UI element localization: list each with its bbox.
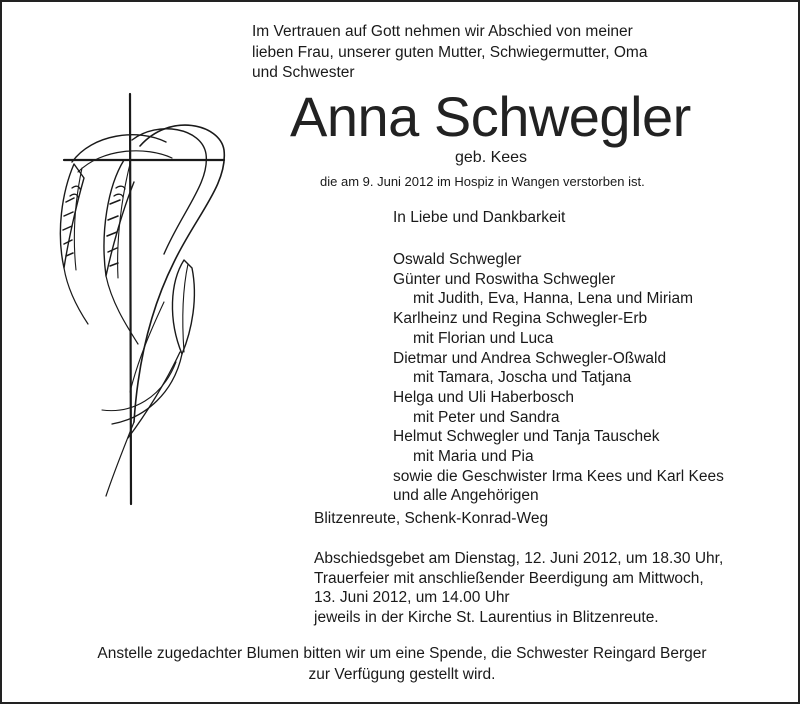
intro-text xyxy=(252,22,647,84)
deceased-name: Anna Schwegler xyxy=(290,85,691,148)
donation-note xyxy=(2,644,800,685)
family-children: mit Tamara, Joscha und Tatjana xyxy=(413,369,632,387)
family-member: Günter und Roswitha Schwegler xyxy=(393,270,616,288)
family-member: Oswald Schwegler xyxy=(393,251,522,268)
family-list xyxy=(393,250,724,506)
intro-line: lieben Frau, unserer guten Mutter, Schwiegermutter, Oma xyxy=(252,43,648,61)
donation-line: Anstelle zugedachter Blumen bitten wir um eine Spende, die Schwester Reingard Berger xyxy=(97,645,707,662)
service-line: jeweils in der Kirche St. Laurentius in Blitzenreute. xyxy=(314,609,659,627)
donation-line: zur Verfügung gestellt wird. xyxy=(308,665,496,683)
birth-name: geb. Kees xyxy=(455,149,528,166)
intro-line: und Schwester xyxy=(252,64,355,81)
service-line: 13. Juni 2012, um 14.00 Uhr xyxy=(314,589,510,607)
service-info xyxy=(314,549,723,628)
dedication: In Liebe und Dankbarkeit xyxy=(393,209,566,226)
family-children: mit Peter und Sandra xyxy=(413,408,560,426)
family-children: mit Maria und Pia xyxy=(413,448,534,466)
family-children: mit Florian und Luca xyxy=(413,329,554,347)
family-member: Helmut Schwegler und Tanja Tauschek xyxy=(393,428,660,446)
cross-wheat-icon xyxy=(42,92,252,512)
death-line: die am 9. Juni 2012 im Hospiz in Wangen verstorben ist. xyxy=(320,174,645,189)
intro-line: Im Vertrauen auf Gott nehmen wir Abschied von meiner xyxy=(252,23,633,40)
family-member: Dietmar und Andrea Schwegler-Oßwald xyxy=(393,349,667,367)
family-member: und alle Angehörigen xyxy=(393,487,539,505)
family-member: sowie die Geschwister Irma Kees und Karl Kees xyxy=(393,467,724,485)
family-address: Blitzenreute, Schenk-Konrad-Weg xyxy=(314,510,549,527)
service-line: Abschiedsgebet am Dienstag, 12. Juni 2012, um 18.30 Uhr, xyxy=(314,550,724,567)
family-member: Karlheinz und Regina Schwegler-Erb xyxy=(393,310,648,328)
family-member: Helga und Uli Haberbosch xyxy=(393,388,574,406)
service-line: Trauerfeier mit anschließender Beerdigung am Mittwoch, xyxy=(314,569,704,587)
family-children: mit Judith, Eva, Hanna, Lena und Miriam xyxy=(413,290,693,308)
